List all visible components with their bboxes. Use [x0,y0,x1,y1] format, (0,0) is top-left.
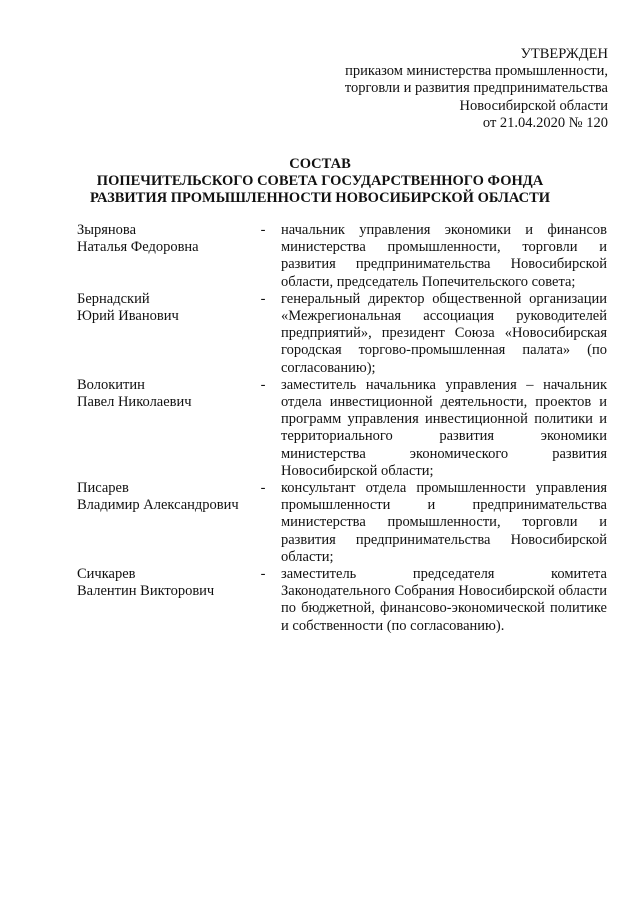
member-name [77,566,267,600]
member-given-names: Валентин Викторович [77,583,215,600]
member-dash: - [260,222,266,238]
member-surname: Бернадский [77,290,150,307]
member-role: начальник управления экономики и финансов министерства промышленности, торговли и развития предпринимательства Новосибирской области, председатель Попечительского совета; [281,222,607,290]
member-given-names: Павел Николаевич [77,394,192,411]
member-given-names: Юрий Иванович [77,308,179,325]
member-surname: Писарев [77,480,129,497]
member-entry [77,480,607,566]
member-name [77,377,267,411]
member-entry [77,291,607,377]
title-line: СОСТАВ [289,156,351,172]
member-dash: - [260,566,266,583]
approval-date-number: от 21.04.2020 № 120 [482,114,608,131]
member-given-names: Наталья Федоровна [77,239,199,256]
member-role: заместитель председателя комитета Законодательного Собрания Новосибирской области по бюджетной, финансово-экономической политике и собственности (по согласованию). [281,566,607,634]
member-role: генеральный директор общественной организации «Межрегиональная ассоциация руководителей предприятий», президент Союза «Новосибирская городская торгово-промышленная палата» (по согласованию); [281,290,607,376]
approval-line: приказом министерства промышленности, [345,63,608,80]
member-surname: Волокитин [77,376,145,393]
document-title [40,156,600,208]
approval-line: торговли и развития предпринимательства [344,80,608,97]
member-surname: Сичкарев [77,566,136,583]
member-role: заместитель начальника управления – начальник отдела инвестиционной деятельности, проектов и программ управления инвестиционной политики и территориального развития экономики министерства экономического развития Новосибирской области; [281,376,607,479]
member-name [77,291,267,325]
member-name [77,222,267,256]
approval-stamp [308,46,608,132]
member-dash: - [260,290,266,307]
approval-heading: УТВЕРЖДЕН [520,46,608,62]
members-list [77,222,607,635]
approval-line: Новосибирской области [459,97,608,114]
title-line: РАЗВИТИЯ ПРОМЫШЛЕННОСТИ НОВОСИБИРСКОЙ ОБЛАСТИ [89,190,551,207]
member-entry [77,566,607,635]
member-dash: - [260,376,266,393]
member-entry [77,377,607,480]
member-entry [77,222,607,291]
title-line: ПОПЕЧИТЕЛЬСКОГО СОВЕТА ГОСУДАРСТВЕННОГО ФОНДА [96,173,544,190]
member-dash: - [260,480,266,497]
member-name [77,480,267,514]
member-role: консультант отдела промышленности управления промышленности и предпринимательства министерства промышленности, торговли и развития предпринимательства Новосибирской области; [281,480,607,565]
member-surname: Зырянова [77,222,137,238]
member-given-names: Владимир Александрович [77,497,239,514]
